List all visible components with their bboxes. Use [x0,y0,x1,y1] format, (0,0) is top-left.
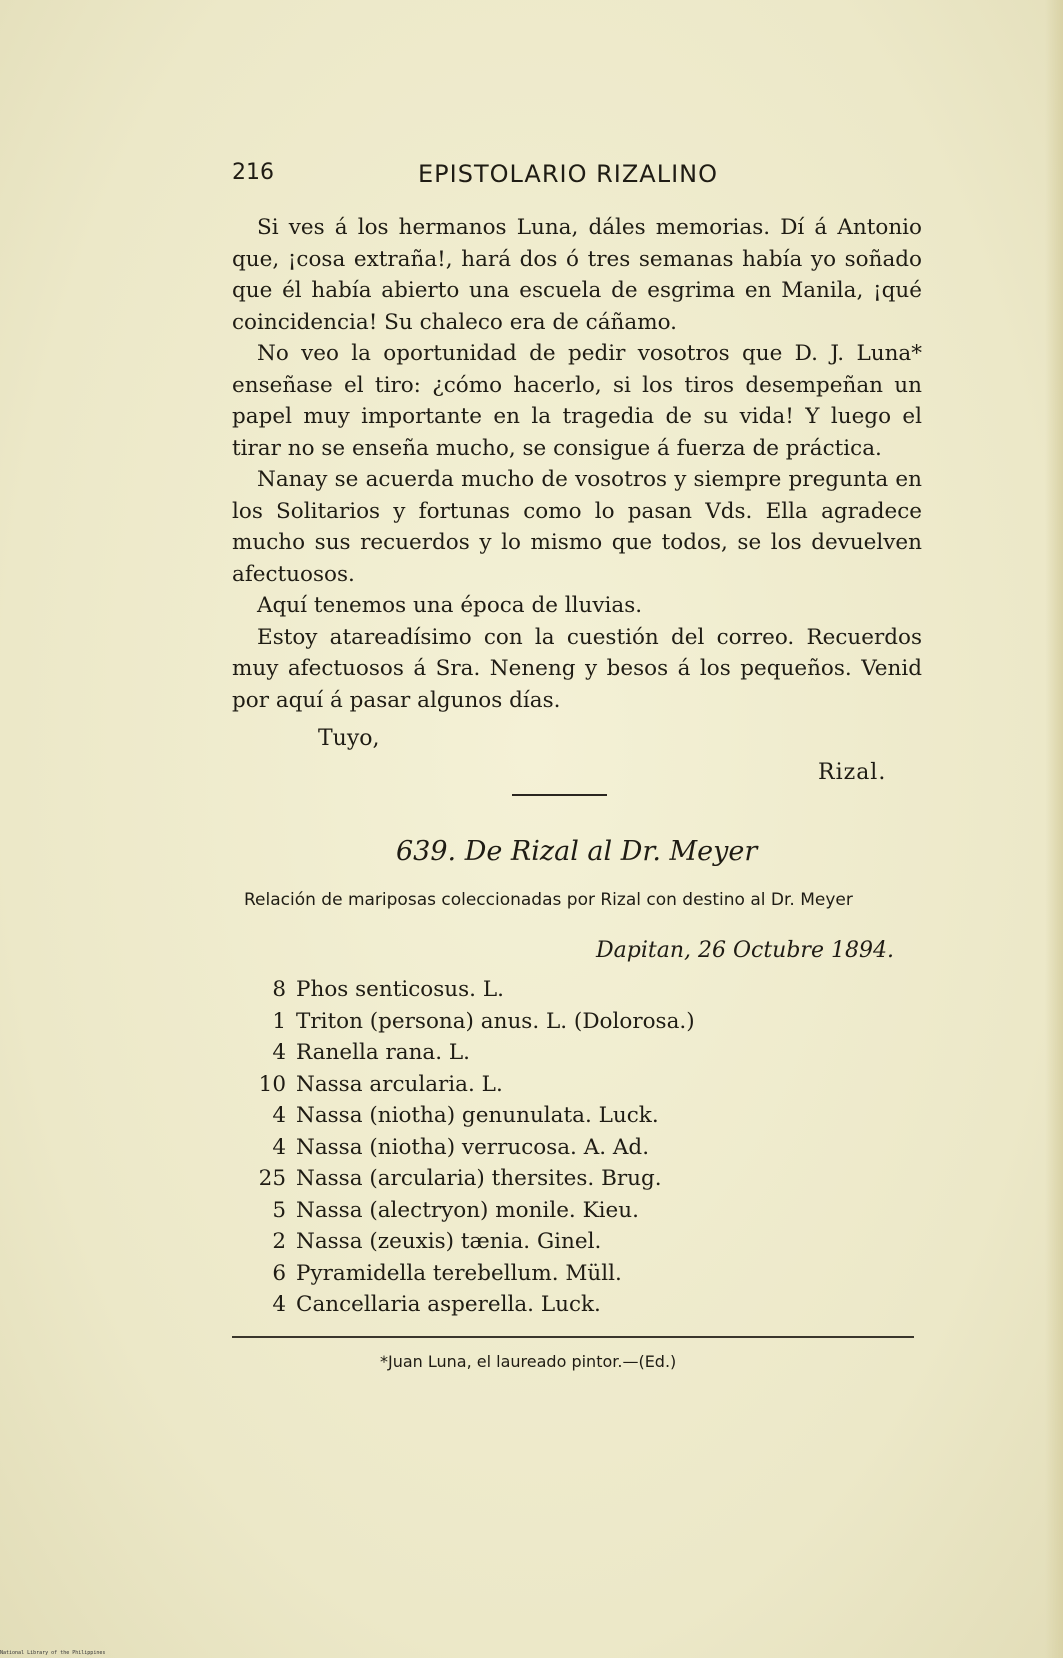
quantity: 2 [272,1229,286,1254]
specimen-name: Cancellaria asperella. Luck. [296,1292,601,1317]
page-edge-shadow [1045,0,1063,1658]
section-subtitle: Relación de mariposas coleccionadas por Rizal con destino al Dr. Meyer [244,890,853,910]
specimen-name: Nassa (alectryon) monile. Kieu. [296,1197,639,1223]
quantity: 25 [258,1166,286,1191]
footnote: *Juan Luna, el laureado pintor.—(Ed.) [380,1352,677,1371]
running-title: EPISTOLARIO RIZALINO [418,160,719,188]
section-heading: 639. De Rizal al Dr. Meyer [396,836,758,867]
quantity: 8 [272,977,286,1002]
specimen-name: Triton (persona) anus. L. (Dolorosa.) [296,1008,695,1034]
dateline: Dapitan, 26 Octubre 1894. [596,938,894,963]
list-item [250,974,810,1006]
letter-body [232,212,922,716]
specimen-list [250,974,810,1321]
specimen-name: Nassa (zeuxis) tænia. Ginel. [296,1229,602,1254]
library-stamp: National Library of the Philippines [0,1650,106,1656]
section-divider [512,794,607,796]
list-item [250,1258,810,1290]
quantity: 4 [272,1134,286,1160]
quantity: 4 [272,1103,286,1128]
specimen-name: Nassa (arcularia) thersites. Brug. [296,1166,662,1191]
list-item [250,1226,810,1258]
list-item [250,1006,810,1038]
specimen-name: Pyramidella terebellum. Müll. [296,1260,622,1286]
list-item [250,1132,810,1164]
page-number: 216 [232,160,274,185]
paragraph: Estoy atareadísimo con la cuestión del correo. Recuerdos muy afectuosos á Sra. Neneng y besos á los pequeños. Venid por aquí á pasar algunos días. [232,624,922,713]
paragraph: Si ves á los hermanos Luna, dáles memorias. Dí á Antonio que, ¡cosa extraña!, hará dos ó tres semanas había yo soñado que él había abierto una escuela de esgrima en Manila, ¡qué coincidencia! Su chaleco era de cáñamo. [232,215,922,335]
quantity: 4 [272,1040,286,1065]
specimen-name: Nassa arcularia. L. [296,1071,503,1097]
list-item [250,1100,810,1132]
quantity: 6 [272,1260,286,1286]
specimen-name: Nassa (niotha) genunulata. Luck. [296,1103,659,1128]
footnote-rule [232,1336,914,1338]
signature: Rizal. [818,760,887,785]
quantity: 1 [272,1008,286,1034]
list-item [250,1163,810,1195]
specimen-name: Phos senticosus. L. [296,977,504,1002]
paragraph: No veo la oportunidad de pedir vosotros que D. J. Luna* enseñase el tiro: ¿cómo hacerlo, si los tiros desempeñan un papel muy importante en la tragedia de su vida! Y luego el tirar no se enseña mucho, se consigue á fuerza de práctica. [232,341,922,461]
specimen-name: Nassa (niotha) verrucosa. A. Ad. [296,1134,650,1160]
paragraph: Aquí tenemos una época de lluvias. [257,593,643,618]
quantity: 4 [272,1292,286,1317]
list-item [250,1289,810,1321]
list-item [250,1195,810,1227]
closing: Tuyo, [318,726,380,751]
quantity: 5 [272,1197,286,1223]
list-item [250,1037,810,1069]
list-item [250,1069,810,1101]
paragraph: Nanay se acuerda mucho de vosotros y siempre pregunta en los Solitarios y fortunas como lo pasan Vds. Ella agradece mucho sus recuerdos y lo mismo que todos, se los devuelven afectuosos. [232,467,922,587]
quantity: 10 [258,1071,286,1097]
specimen-name: Ranella rana. L. [296,1040,471,1065]
page-header [232,160,912,192]
